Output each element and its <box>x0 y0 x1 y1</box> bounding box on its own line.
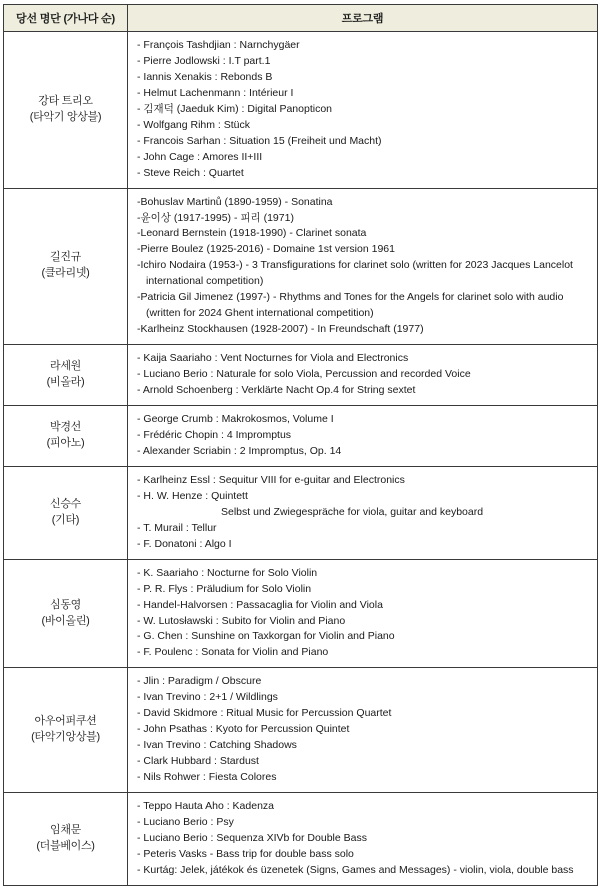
artist-instrument: (클라리넷) <box>41 267 90 280</box>
table-row <box>4 32 598 189</box>
artist-cell <box>4 668 128 793</box>
program-cell <box>128 345 598 406</box>
program-item: - Iannis Xenakis : Rebonds B <box>137 70 273 83</box>
program-item: -Bohuslav Martinů (1890-1959) - Sonatina <box>137 195 333 208</box>
artist-instrument: (타악기 앙상블) <box>29 110 102 123</box>
artist-cell <box>4 466 128 559</box>
program-item: -윤이상 (1917-1995) - 피리 (1971) <box>137 211 294 224</box>
program-item: - Luciano Berio : Sequenza XIVb for Double Bass <box>137 831 367 844</box>
program-item: - Kaija Saariaho : Vent Nocturnes for Viola and Electronics <box>137 352 409 365</box>
program-item: - Karlheinz Essl : Sequitur VIII for e-guitar and Electronics <box>137 473 405 486</box>
program-item: - Steve Reich : Quartet <box>137 166 244 179</box>
artist-name: 심동영 <box>50 598 81 611</box>
program-item: - G. Chen : Sunshine on Taxkorgan for Violin and Piano <box>137 630 395 643</box>
table-row <box>4 345 598 406</box>
program-item: -Leonard Bernstein (1918-1990) - Clarinet sonata <box>137 227 367 240</box>
artist-instrument: (기타) <box>51 513 80 526</box>
artist-name: 아우어퍼쿠션 <box>34 715 97 728</box>
program-cell <box>128 668 598 793</box>
program-cell <box>128 406 598 467</box>
program-item: - Alexander Scriabin : 2 Impromptus, Op. 14 <box>137 444 342 457</box>
artist-instrument: (타악기앙상블) <box>31 731 100 744</box>
program-item: -Pierre Boulez (1925-2016) - Domaine 1st version 1961 <box>137 243 395 256</box>
program-item: - John Cage : Amores II+III <box>137 150 263 163</box>
artist-name: 박경선 <box>50 421 81 433</box>
program-item: - K. Saariaho : Nocturne for Solo Violin <box>137 566 318 579</box>
artist-cell <box>4 188 128 345</box>
program-cell <box>128 793 598 886</box>
artist-cell <box>4 32 128 189</box>
program-list <box>137 799 589 879</box>
program-item: - Kurtág: Jelek, játékok és üzenetek (Signs, Games and Messages) - violin, viola, double bass <box>137 863 574 876</box>
program-item: - Wolfgang Rihm : Stück <box>137 118 251 131</box>
program-list <box>137 351 589 399</box>
program-cell <box>128 559 598 668</box>
artist-cell <box>4 345 128 406</box>
program-list <box>137 473 589 553</box>
table-row <box>4 188 598 345</box>
program-item: - Jlin : Paradigm / Obscure <box>137 675 262 688</box>
table-row <box>4 406 598 467</box>
program-item: Selbst und Zwiegespräche for viola, guitar and keyboard <box>221 505 484 518</box>
program-item: - George Crumb : Makrokosmos, Volume I <box>137 413 334 426</box>
program-item: - Frédéric Chopin : 4 Impromptus <box>137 428 292 441</box>
program-item: - Francois Sarhan : Situation 15 (Freiheit und Macht) <box>137 134 382 147</box>
program-table <box>3 4 598 886</box>
program-list <box>137 674 589 786</box>
program-item: - Peteris Vasks - Bass trip for double bass solo <box>137 847 354 860</box>
program-item: - John Psathas : Kyoto for Percussion Quintet <box>137 723 350 736</box>
table-row <box>4 668 598 793</box>
program-item: -Karlheinz Stockhausen (1928-2007) - In Freundschaft (1977) <box>137 323 424 336</box>
artist-instrument: (비올라) <box>46 376 85 389</box>
program-item: - Pierre Jodlowski : I.T part.1 <box>137 54 271 67</box>
program-item: - H. W. Henze : Quintett <box>137 489 248 502</box>
artist-name: 길진규 <box>50 251 81 264</box>
artist-cell <box>4 559 128 668</box>
program-item: - P. R. Flys : Präludium for Solo Violin <box>137 582 312 595</box>
program-item: - François Tashdjian : Narnchygäer <box>137 39 300 51</box>
program-cell <box>128 32 598 189</box>
artist-name: 라세원 <box>50 360 81 373</box>
artist-instrument: (더블베이스) <box>36 839 95 852</box>
header-row <box>4 5 598 32</box>
program-item: - Helmut Lachenmann : Intérieur I <box>137 86 294 99</box>
program-item: -Ichiro Nodaira (1953-) - 3 Transfigurations for clarinet solo (written for 2023 Jacques Lancelot international competition) <box>137 259 573 288</box>
program-cell <box>128 188 598 345</box>
program-item: - Ivan Trevino : Catching Shadows <box>137 739 297 752</box>
table-header <box>4 5 598 32</box>
program-item: - F. Poulenc : Sonata for Violin and Piano <box>137 646 329 659</box>
program-item: - T. Murail : Tellur <box>137 521 217 534</box>
table-row <box>4 466 598 559</box>
artist-instrument: (피아노) <box>46 436 85 449</box>
program-cell <box>128 466 598 559</box>
program-item: - 김재덕 (Jaeduk Kim) : Digital Panopticon <box>137 102 332 115</box>
column-header-artist: 당선 명단 (가나다 순) <box>4 5 128 32</box>
program-list <box>137 412 589 460</box>
artist-cell <box>4 793 128 886</box>
program-item: - Luciano Berio : Naturale for solo Viola, Percussion and recorded Voice <box>137 368 471 381</box>
table-body <box>4 32 598 886</box>
program-item: - David Skidmore : Ritual Music for Percussion Quartet <box>137 707 392 720</box>
program-item: - Handel-Halvorsen : Passacaglia for Violin and Viola <box>137 598 383 611</box>
table-row <box>4 793 598 886</box>
artist-name: 신승수 <box>50 497 81 510</box>
program-item: -Patricia Gil Jimenez (1997-) - Rhythms and Tones for the Angels for clarinet solo with audio (written for 2024 Ghent international competition) <box>137 291 564 320</box>
program-item: - Ivan Trevino : 2+1 / Wildlings <box>137 691 278 704</box>
artist-name: 임채문 <box>50 823 81 836</box>
column-header-program: 프로그램 <box>128 5 598 32</box>
table-row <box>4 559 598 668</box>
program-list <box>137 38 589 182</box>
program-item: - Luciano Berio : Psy <box>137 815 234 828</box>
program-item: - Teppo Hauta Aho : Kadenza <box>137 800 274 813</box>
artist-cell <box>4 406 128 467</box>
program-item: - Arnold Schoenberg : Verklärte Nacht Op.4 for String sextet <box>137 384 416 397</box>
program-item: - W. Lutosławski : Subito for Violin and Piano <box>137 614 346 627</box>
program-item: - Clark Hubbard : Stardust <box>137 755 259 768</box>
program-item: - Nils Rohwer : Fiesta Colores <box>137 771 277 784</box>
artist-name: 강타 트리오 <box>38 94 93 107</box>
artist-instrument: (바이올린) <box>41 614 90 627</box>
program-list <box>137 195 589 339</box>
program-item: - F. Donatoni : Algo I <box>137 537 232 550</box>
program-list <box>137 566 589 662</box>
